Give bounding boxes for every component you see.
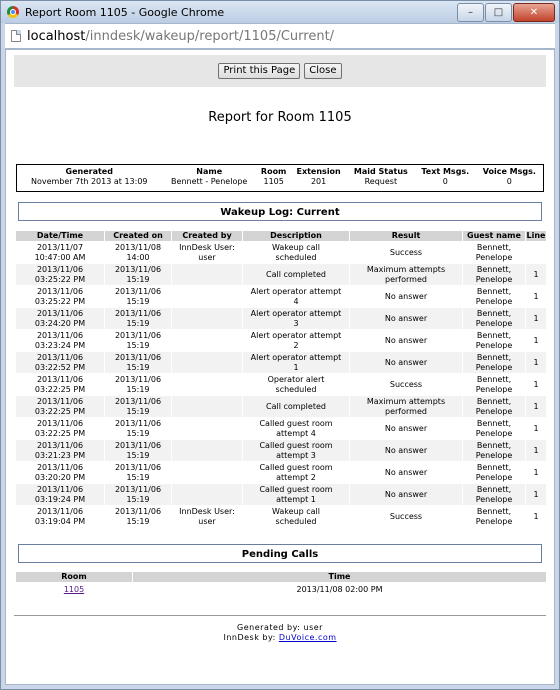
cell-line: 03:22:52 PM xyxy=(34,362,86,372)
log-line-cell xyxy=(526,242,546,263)
log-datetime-cell xyxy=(16,506,104,527)
cell-line: 1 xyxy=(533,467,539,477)
log-datetime-cell xyxy=(16,462,104,483)
generated-by-text: Generated by: user xyxy=(237,623,323,632)
cell-line: Penelope xyxy=(475,384,513,394)
cell-line: 1 xyxy=(533,335,539,345)
summary-header-cell: Generated xyxy=(65,167,113,176)
cell-line: 1 xyxy=(533,423,539,433)
log-description-cell xyxy=(243,418,349,439)
log-line-cell xyxy=(526,440,546,461)
chrome-icon xyxy=(7,6,19,18)
cell-line: 2013/11/06 xyxy=(114,440,162,450)
log-created-on-cell xyxy=(105,330,171,351)
log-column-header: Description xyxy=(243,231,349,241)
wakeup-log-header: Wakeup Log: Current xyxy=(18,202,542,221)
log-column-header: Guest name xyxy=(463,231,525,241)
page-icon xyxy=(11,30,21,42)
log-description-cell xyxy=(243,242,349,263)
table-row xyxy=(16,440,546,461)
log-datetime-cell xyxy=(16,484,104,505)
log-datetime-cell xyxy=(16,308,104,329)
pending-room-cell xyxy=(16,583,132,596)
cell-line: 15:19 xyxy=(126,318,150,328)
log-guest-name-cell xyxy=(463,352,525,373)
summary-value-cell: 201 xyxy=(310,177,327,186)
cell-line: 2013/11/06 xyxy=(36,440,84,450)
cell-line: 15:19 xyxy=(126,340,150,350)
cell-line: 1 xyxy=(533,313,539,323)
cell-line: scheduled xyxy=(275,384,317,394)
cell-line: No answer xyxy=(384,423,428,433)
window-title: Report Room 1105 - Google Chrome xyxy=(25,5,225,19)
log-line-cell xyxy=(526,462,546,483)
cell-line: Penelope xyxy=(475,428,513,438)
cell-line: Maximum attempts xyxy=(366,396,446,406)
cell-line: Success xyxy=(389,247,423,257)
log-result-cell xyxy=(350,286,462,307)
cell-line: 2013/11/06 xyxy=(36,462,84,472)
table-row xyxy=(16,242,546,263)
log-column-header: Date/Time xyxy=(16,231,104,241)
log-result-cell xyxy=(350,242,462,263)
cell-line: 1 xyxy=(533,401,539,411)
cell-line: 1 xyxy=(533,445,539,455)
summary-header-cell: Extension xyxy=(296,167,341,176)
log-description-cell xyxy=(243,484,349,505)
log-datetime-cell xyxy=(16,352,104,373)
log-created-by-cell xyxy=(172,352,242,373)
cell-line: Wakeup call xyxy=(271,242,320,252)
cell-line: 4 xyxy=(293,296,299,306)
cell-line: 03:23:24 PM xyxy=(34,340,86,350)
cell-line: user xyxy=(198,516,216,526)
log-guest-name-cell xyxy=(463,374,525,395)
log-guest-name-cell xyxy=(463,308,525,329)
cell-line: 2 xyxy=(293,340,299,350)
cell-line: Operator alert xyxy=(267,374,325,384)
log-created-by-cell xyxy=(172,374,242,395)
log-guest-name-cell xyxy=(463,396,525,417)
log-datetime-cell xyxy=(16,264,104,285)
inndesk-credit xyxy=(14,633,546,643)
log-description-cell xyxy=(243,330,349,351)
cell-line: 03:24:20 PM xyxy=(34,318,86,328)
cell-line: 15:19 xyxy=(126,406,150,416)
cell-line: Bennett, xyxy=(476,286,512,296)
log-description-cell xyxy=(243,396,349,417)
cell-line: 03:20:20 PM xyxy=(34,472,86,482)
cell-line: Bennett, xyxy=(476,440,512,450)
log-result-cell xyxy=(350,440,462,461)
cell-line: scheduled xyxy=(275,516,317,526)
cell-line: 2013/11/06 xyxy=(114,352,162,362)
cell-line: 2013/11/06 xyxy=(114,396,162,406)
log-guest-name-cell xyxy=(463,264,525,285)
log-result-cell xyxy=(350,264,462,285)
cell-line: 2013/11/06 xyxy=(114,484,162,494)
cell-line: 1 xyxy=(533,291,539,301)
cell-line: performed xyxy=(385,274,427,284)
cell-line: 2013/11/06 xyxy=(36,374,84,384)
log-column-header: Result xyxy=(350,231,462,241)
cell-line: No answer xyxy=(384,335,428,345)
log-created-by-cell xyxy=(172,396,242,417)
cell-line: 2013/11/06 xyxy=(114,418,162,428)
cell-line: 03:19:04 PM xyxy=(34,516,86,526)
log-line-cell xyxy=(526,330,546,351)
cell-line: user xyxy=(198,252,216,262)
cell-line: 03:19:24 PM xyxy=(34,494,86,504)
log-created-by-cell xyxy=(172,506,242,527)
summary-value-cell: 1105 xyxy=(263,177,284,186)
log-created-by-cell xyxy=(172,308,242,329)
cell-line: 1 xyxy=(533,357,539,367)
cell-line: attempt 1 xyxy=(276,494,316,504)
cell-line: 15:19 xyxy=(126,494,150,504)
log-result-cell xyxy=(350,330,462,351)
cell-line: Called guest room xyxy=(259,484,333,494)
log-created-by-cell xyxy=(172,242,242,263)
log-guest-name-cell xyxy=(463,506,525,527)
summary-header-cell: Text Msgs. xyxy=(421,167,470,176)
cell-line: Called guest room xyxy=(259,462,333,472)
inndesk-prefix: InnDesk by: xyxy=(223,633,279,642)
summary-value-cell: 0 xyxy=(506,177,512,186)
log-description-cell xyxy=(243,506,349,527)
cell-line: Penelope xyxy=(475,516,513,526)
log-result-cell xyxy=(350,374,462,395)
page-content xyxy=(5,49,555,685)
cell-line: Bennett, xyxy=(476,506,512,516)
cell-line: Penelope xyxy=(475,450,513,460)
summary-value-cell: November 7th 2013 at 13:09 xyxy=(30,177,148,186)
cell-line: Penelope xyxy=(475,318,513,328)
table-row xyxy=(16,286,546,307)
cell-line: 1 xyxy=(293,362,299,372)
log-line-cell xyxy=(526,374,546,395)
cell-line: 3 xyxy=(293,318,299,328)
cell-line: 2013/11/06 xyxy=(36,352,84,362)
cell-line: Penelope xyxy=(475,406,513,416)
cell-line: 03:25:22 PM xyxy=(34,296,86,306)
table-row xyxy=(16,374,546,395)
cell-line: 2013/11/06 xyxy=(36,506,84,516)
cell-line: Success xyxy=(389,511,423,521)
cell-line: No answer xyxy=(384,445,428,455)
cell-line: Bennett, xyxy=(476,330,512,340)
cell-line: Bennett, xyxy=(476,484,512,494)
cell-line: Alert operator attempt xyxy=(250,330,342,340)
cell-line: 1 xyxy=(533,511,539,521)
log-created-on-cell xyxy=(105,396,171,417)
summary-header-cell: Room xyxy=(260,167,287,176)
log-line-cell xyxy=(526,308,546,329)
cell-line: 2013/11/06 xyxy=(114,308,162,318)
summary-value-cell: 0 xyxy=(442,177,448,186)
cell-line: No answer xyxy=(384,313,428,323)
cell-line: Penelope xyxy=(475,362,513,372)
url-path: /inndesk/wakeup/report/1105/Current/ xyxy=(85,28,335,44)
table-row xyxy=(16,462,546,483)
cell-line: Penelope xyxy=(475,296,513,306)
cell-line: Bennett, xyxy=(476,374,512,384)
log-description-cell xyxy=(243,440,349,461)
cell-line: 15:19 xyxy=(126,362,150,372)
cell-line: 2013/11/08 xyxy=(114,242,162,252)
report-footer xyxy=(14,615,546,643)
log-description-cell xyxy=(243,308,349,329)
cell-line: Bennett, xyxy=(476,418,512,428)
room-summary xyxy=(16,164,544,192)
log-created-by-cell xyxy=(172,484,242,505)
log-guest-name-cell xyxy=(463,440,525,461)
duvoice-link[interactable]: DuVoice.com xyxy=(278,633,337,642)
log-description-cell xyxy=(243,462,349,483)
log-guest-name-cell xyxy=(463,330,525,351)
pending-column-header: Room xyxy=(16,572,132,582)
log-created-by-cell xyxy=(172,286,242,307)
summary-header-cell: Maid Status xyxy=(353,167,408,176)
pending-room-link[interactable]: 1105 xyxy=(63,585,85,594)
log-guest-name-cell xyxy=(463,484,525,505)
summary-header-cell: Voice Msgs. xyxy=(482,167,536,176)
cell-line: Success xyxy=(389,379,423,389)
cell-line: 1 xyxy=(533,269,539,279)
log-line-cell xyxy=(526,418,546,439)
cell-line: 2013/11/06 xyxy=(114,506,162,516)
cell-line: Called guest room xyxy=(259,440,333,450)
table-row xyxy=(16,264,546,285)
log-line-cell xyxy=(526,484,546,505)
cell-line: 2013/11/06 xyxy=(114,264,162,274)
pending-column-header: Time xyxy=(133,572,546,582)
cell-line: 2013/11/06 xyxy=(36,484,84,494)
cell-line: Alert operator attempt xyxy=(250,308,342,318)
print-page-button[interactable]: Print this Page xyxy=(218,63,300,79)
table-row xyxy=(16,484,546,505)
url-host: localhost xyxy=(27,28,86,44)
title-bar xyxy=(1,1,559,23)
log-guest-name-cell xyxy=(463,462,525,483)
table-row xyxy=(16,396,546,417)
cell-line: 03:22:25 PM xyxy=(34,406,86,416)
log-description-cell xyxy=(243,264,349,285)
cell-line: 2013/11/06 xyxy=(114,330,162,340)
pending-time-cell: 2013/11/08 02:00 PM xyxy=(296,585,383,594)
log-created-by-cell xyxy=(172,440,242,461)
cell-line: No answer xyxy=(384,357,428,367)
log-line-cell xyxy=(526,286,546,307)
cell-line: 14:00 xyxy=(126,252,150,262)
log-created-by-cell xyxy=(172,418,242,439)
log-line-cell xyxy=(526,352,546,373)
cell-line: No answer xyxy=(384,489,428,499)
log-line-cell xyxy=(526,264,546,285)
cell-line: 2013/11/06 xyxy=(36,308,84,318)
cell-line: Penelope xyxy=(475,252,513,262)
log-guest-name-cell xyxy=(463,242,525,263)
log-created-on-cell xyxy=(105,352,171,373)
log-datetime-cell xyxy=(16,286,104,307)
log-description-cell xyxy=(243,374,349,395)
cell-line: 2013/11/06 xyxy=(114,374,162,384)
cell-line: Call completed xyxy=(266,401,326,411)
log-created-on-cell xyxy=(105,462,171,483)
log-result-cell xyxy=(350,396,462,417)
cell-line: Alert operator attempt xyxy=(250,286,342,296)
close-window-button[interactable]: ✕ xyxy=(513,3,555,22)
table-row xyxy=(16,352,546,373)
cell-line: 2013/11/06 xyxy=(36,264,84,274)
cell-line: 2013/11/06 xyxy=(36,396,84,406)
cell-line: 03:25:22 PM xyxy=(34,274,86,284)
cell-line: Wakeup call xyxy=(271,506,320,516)
cell-line: Penelope xyxy=(475,494,513,504)
log-description-cell xyxy=(243,286,349,307)
log-created-on-cell xyxy=(105,308,171,329)
log-line-cell xyxy=(526,506,546,527)
log-created-on-cell xyxy=(105,506,171,527)
cell-line: 15:19 xyxy=(126,274,150,284)
log-result-cell xyxy=(350,506,462,527)
cell-line: Maximum attempts xyxy=(366,264,446,274)
log-column-header: Created on xyxy=(105,231,171,241)
log-guest-name-cell xyxy=(463,286,525,307)
cell-line: Call completed xyxy=(266,269,326,279)
log-created-on-cell xyxy=(105,242,171,263)
cell-line: Called guest room xyxy=(259,418,333,428)
log-description-cell xyxy=(243,352,349,373)
cell-line: performed xyxy=(385,406,427,416)
log-datetime-cell xyxy=(16,330,104,351)
cell-line: Penelope xyxy=(475,340,513,350)
cell-line: 2013/11/06 xyxy=(114,462,162,472)
table-row xyxy=(16,330,546,351)
log-line-cell xyxy=(526,396,546,417)
cell-line: 15:19 xyxy=(126,384,150,394)
log-created-on-cell xyxy=(105,484,171,505)
cell-line: Bennett, xyxy=(476,462,512,472)
cell-line: InnDesk User: xyxy=(179,506,235,516)
cell-line: 2013/11/07 xyxy=(36,242,84,252)
log-created-on-cell xyxy=(105,264,171,285)
cell-line: Penelope xyxy=(475,472,513,482)
cell-line: attempt 2 xyxy=(276,472,316,482)
cell-line: 1 xyxy=(533,489,539,499)
cell-line: attempt 4 xyxy=(276,428,316,438)
cell-line: 03:21:23 PM xyxy=(34,450,86,460)
pending-calls-header: Pending Calls xyxy=(18,544,542,563)
table-row xyxy=(16,583,546,596)
table-row xyxy=(16,418,546,439)
cell-line: No answer xyxy=(384,291,428,301)
log-datetime-cell xyxy=(16,396,104,417)
log-result-cell xyxy=(350,418,462,439)
window-controls xyxy=(457,3,555,22)
wakeup-log-table xyxy=(15,230,547,528)
log-datetime-cell xyxy=(16,242,104,263)
log-created-on-cell xyxy=(105,418,171,439)
log-datetime-cell xyxy=(16,440,104,461)
close-button[interactable]: Close xyxy=(304,63,341,79)
minimize-button[interactable]: – xyxy=(457,3,484,22)
cell-line: 1 xyxy=(533,379,539,389)
log-created-by-cell xyxy=(172,330,242,351)
address-bar[interactable] xyxy=(5,23,555,49)
log-column-header: Created by xyxy=(172,231,242,241)
cell-line: Bennett, xyxy=(476,352,512,362)
log-datetime-cell xyxy=(16,418,104,439)
log-created-on-cell xyxy=(105,374,171,395)
maximize-button[interactable]: □ xyxy=(485,3,512,22)
log-result-cell xyxy=(350,462,462,483)
cell-line: 2013/11/06 xyxy=(36,418,84,428)
cell-line: 2013/11/06 xyxy=(36,286,84,296)
cell-line: 15:19 xyxy=(126,450,150,460)
report-toolbar xyxy=(14,55,546,87)
cell-line: Bennett, xyxy=(476,396,512,406)
log-created-by-cell xyxy=(172,462,242,483)
log-result-cell xyxy=(350,352,462,373)
log-result-cell xyxy=(350,308,462,329)
cell-line: 15:19 xyxy=(126,516,150,526)
cell-line: 2013/11/06 xyxy=(36,330,84,340)
cell-line: Bennett, xyxy=(476,264,512,274)
cell-line: 15:19 xyxy=(126,428,150,438)
cell-line: No answer xyxy=(384,467,428,477)
summary-value-cell: Request xyxy=(364,177,398,186)
cell-line: Alert operator attempt xyxy=(250,352,342,362)
report-title: Report for Room 1105 xyxy=(208,110,352,125)
cell-line: 03:22:25 PM xyxy=(34,428,86,438)
log-created-on-cell xyxy=(105,440,171,461)
cell-line: Penelope xyxy=(475,274,513,284)
log-created-on-cell xyxy=(105,286,171,307)
cell-line: InnDesk User: xyxy=(179,242,235,252)
cell-line: Bennett, xyxy=(476,308,512,318)
cell-line: 10:47:00 AM xyxy=(34,252,86,262)
summary-value-cell: Bennett - Penelope xyxy=(171,177,248,186)
pending-calls-table xyxy=(15,571,547,597)
table-row xyxy=(16,308,546,329)
log-datetime-cell xyxy=(16,374,104,395)
log-created-by-cell xyxy=(172,264,242,285)
log-column-header: Line xyxy=(526,231,546,240)
cell-line: scheduled xyxy=(275,252,317,262)
log-result-cell xyxy=(350,484,462,505)
table-row xyxy=(16,506,546,527)
cell-line: attempt 3 xyxy=(276,450,316,460)
cell-line: Bennett, xyxy=(476,242,512,252)
cell-line: 15:19 xyxy=(126,472,150,482)
cell-line: 15:19 xyxy=(126,296,150,306)
cell-line: 03:22:25 PM xyxy=(34,384,86,394)
summary-header-cell: Name xyxy=(196,167,223,176)
cell-line: 2013/11/06 xyxy=(114,286,162,296)
log-guest-name-cell xyxy=(463,418,525,439)
